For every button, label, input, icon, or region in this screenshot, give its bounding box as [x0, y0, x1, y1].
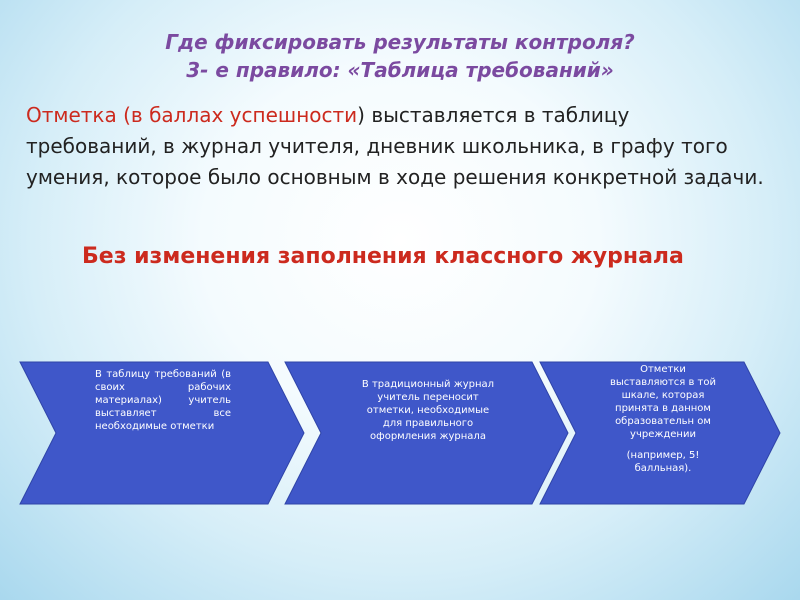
paragraph-rest: ) выставляется в таблицу требований, в журнал учителя, дневник школьника, в графу того умения, которое было основным в ходе решения конкретной задачи.: [26, 103, 764, 189]
step-3-main: Отметки выставляются в той шкале, которая принята в данном образовательн ом учреждении: [610, 364, 716, 440]
step-2-text: В традиционный журнал учитель переносит отметки, необходимые для правильного оформления журнала: [361, 379, 495, 442]
slide-title-line-2: 3- е правило: «Таблица требований»: [186, 58, 614, 82]
subheading: Без изменения заполнения классного журнала: [82, 244, 684, 269]
slide-title-line-1: Где фиксировать результаты контроля?: [165, 30, 635, 54]
paragraph-highlight: Отметка (в баллах успешности: [26, 103, 358, 127]
step-3-note: (например, 5! балльная).: [626, 450, 700, 474]
step-3-text: [608, 363, 718, 475]
step-1-text: В таблицу требований (в своих рабочих материалах) учитель выставляет все необходимые отметки: [95, 369, 231, 432]
